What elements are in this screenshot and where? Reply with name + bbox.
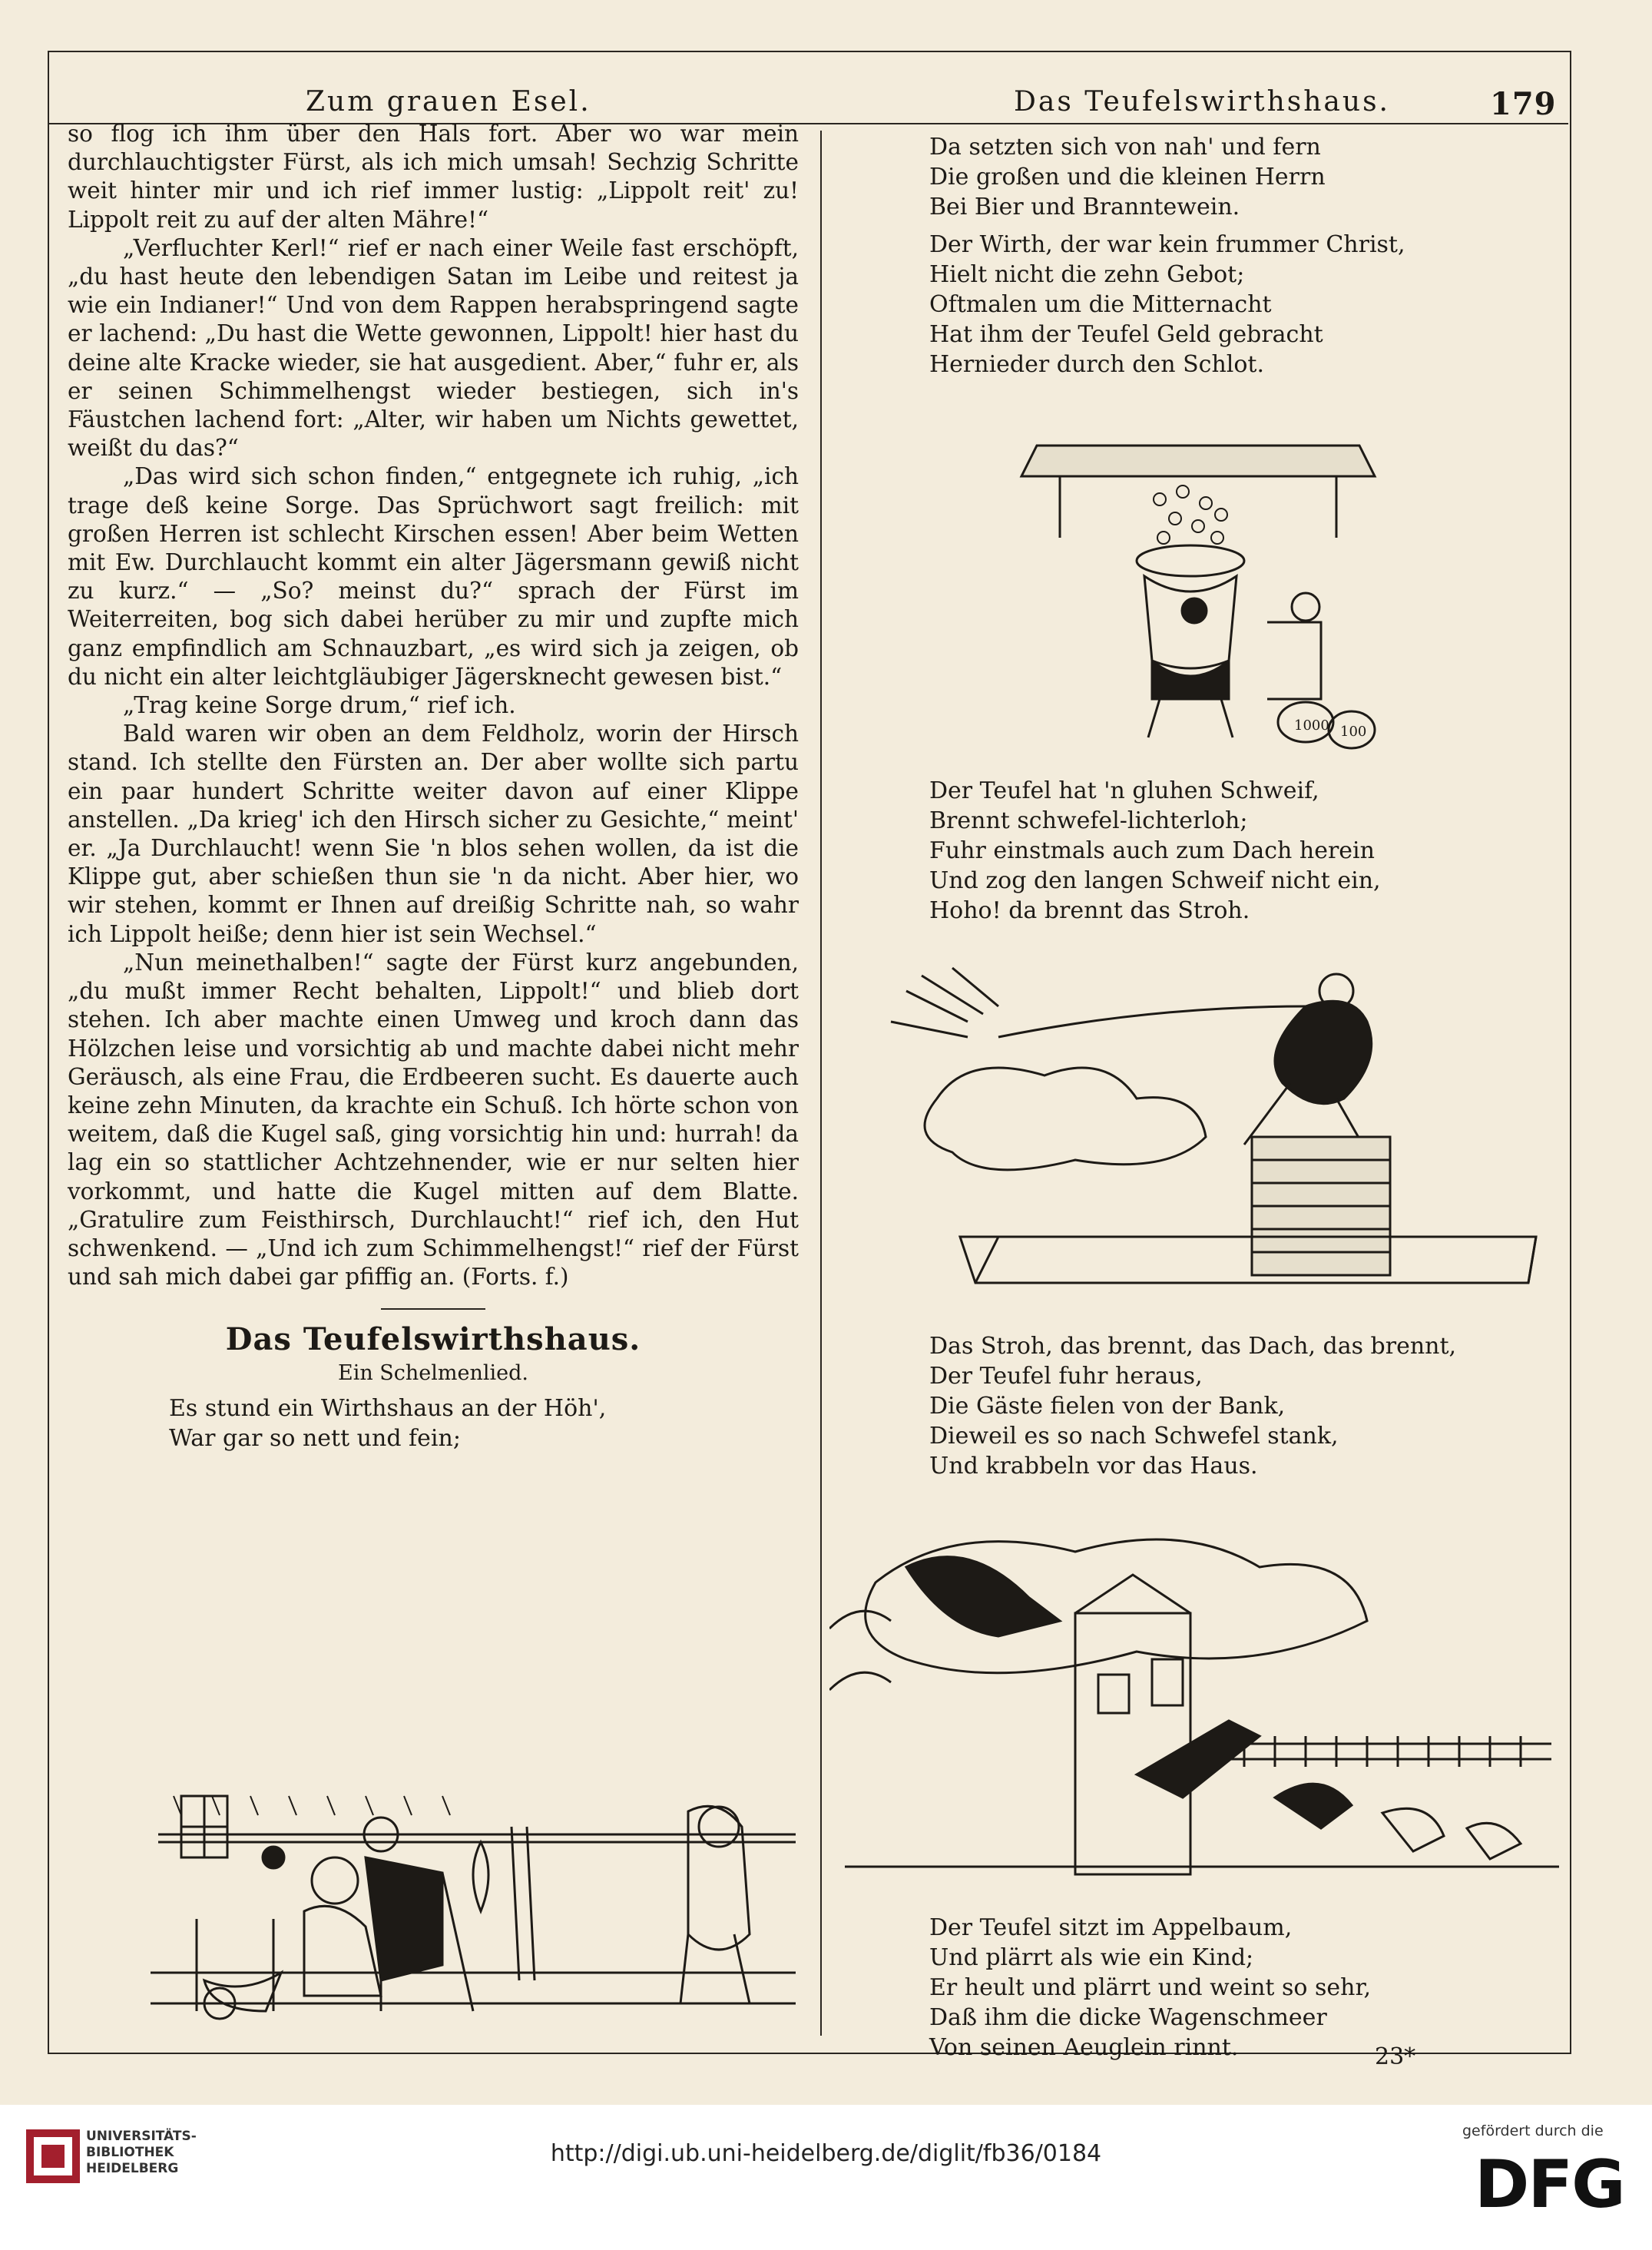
- stanza-5: Das Stroh, das brennt, das Dach, das brennt, Der Teufel fuhr heraus, Die Gäste fielen von der Bank, Dieweil es so nach Schwefel stank, Und krabbeln vor das Haus.: [929, 1333, 1457, 1480]
- right-column-bottom: [929, 1913, 1559, 2063]
- dfg-logo: DFG: [1475, 2146, 1624, 2223]
- stanza-4: Der Teufel hat 'n gluhen Schweif, Brennt schwefel-lichterloh; Fuhr einstmals auch zum Dach herein Und zog den langen Schweif nicht ein, Hoho! da brennt das Stroh.: [929, 777, 1381, 924]
- library-name: UNIVERSITÄTS- BIBLIOTHEK HEIDELBERG: [86, 2129, 197, 2176]
- printer-signature: 23*: [1375, 2043, 1416, 2070]
- devil-on-roof-illustration: [876, 960, 1567, 1306]
- running-header-left: Zum grauen Esel.: [306, 86, 591, 118]
- svg-text:1000: 1000: [1294, 717, 1329, 734]
- source-url-link[interactable]: http://digi.ub.uni-heidelberg.de/diglit/fb36/0184: [550, 2140, 1102, 2167]
- left-column: [68, 120, 799, 1453]
- right-column-lower: [929, 1331, 1559, 1481]
- devil-chimney-illustration: [998, 430, 1398, 768]
- running-header-right: Das Teufelswirthshaus.: [1014, 86, 1390, 118]
- right-column-middle: [929, 776, 1559, 926]
- paragraph-3: „Das wird sich schon finden,“ entgegnete ich ruhig, „ich trage deß keine Sorge. Das Sprüchwort sagt freilich: mit großen Herren ist schlecht Kirschen essen! Aber beim Wetten mit Ew. Durchlaucht kommt ein alter Jägersmann gewiß nicht zu kurz.“ — „So? meinst du?“ sprach der Fürst im Weiterreiten, bog sich dabei herüber zu mir und zupfte mich ganz empfindlich am Schnauzbart, „es wird sich ja zeigen, ob du nicht ein alter leichtgläubiger Jägersknecht gewesen bist.“: [68, 463, 799, 690]
- paragraph-2: „Verfluchter Kerl!“ rief er nach einer Weile fast erschöpft, „du hast heute den lebendigen Satan im Leibe und reitest ja wie ein Indianer!“ Und von dem Rappen herabspringend sagte er lachend: „Du hast die Wette gewonnen, Lippolt! hier hast du deine alte Kracke wieder, sie hat ausgedient. Aber,“ fuhr er, als er seinen Schimmelhengst wieder bestiegen, sich in's Fäustchen lachend fort: „Alter, wir haben um Nichts gewettet, weißt du das?“: [68, 234, 799, 462]
- right-column-top: [929, 132, 1559, 379]
- paragraph-5: Bald waren wir oben an dem Feldholz, worin der Hirsch stand. Ich stellte den Fürsten an. Der aber wollte sich partu ein paar hundert Schritte weiter davon auf einer Klippe anstellen. „Da krieg' ich den Hirsch sicher zu Gesichte,“ meint' er. „Ja Durchlaucht! wenn Sie 'n blos sehen wollen, da ist die Klippe gut, aber schießen thun sie 'n da nicht. Aber hier, wo wir stehen, kommt er Ihnen auf dreißig Schritte nah, so wahr ich Lippolt heiße; denn hier ist sein Wechsel.“: [68, 721, 799, 947]
- stanza-1: Es stund ein Wirthshaus an der Höh', War gar so nett und fein;: [169, 1394, 607, 1452]
- paragraph-4: „Trag keine Sorge drum,“ rief ich.: [123, 692, 516, 719]
- section-separator: [381, 1308, 485, 1310]
- tavern-interior-illustration: [151, 1781, 811, 2034]
- stanza-2: Da setzten sich von nah' und fern Die großen und die kleinen Herrn Bei Bier und Branntewein.: [929, 134, 1326, 220]
- poem-subtitle: Ein Schelmenlied.: [337, 1360, 529, 1385]
- stanza-3: Der Wirth, der war kein frummer Christ, Hielt nicht die zehn Gebot; Oftmalen um die Mitternacht Hat ihm der Teufel Geld gebracht Hernieder durch den Schlot.: [929, 231, 1405, 378]
- column-divider: [820, 131, 822, 2036]
- devil-flees-illustration: [829, 1506, 1567, 1920]
- paragraph-1: so flog ich ihm über den Hals fort. Aber wo war mein durchlauchtigster Fürst, als ich mich umsah! Sechzig Schritte weit hinter mir und ich rief immer lustig: „Lippolt reit' zu! Lippolt reit zu auf der alten Mähre!“: [68, 121, 799, 233]
- page-number: 179: [1490, 86, 1557, 122]
- svg-text:100: 100: [1340, 724, 1367, 740]
- sponsor-caption: gefördert durch die: [1462, 2122, 1604, 2139]
- poem-title: Das Teufelswirthshaus.: [225, 1321, 641, 1358]
- paragraph-6: „Nun meinethalben!“ sagte der Fürst kurz angebunden, „du mußt immer Recht behalten, Lippolt!“ und blieb dort stehen. Ich aber machte einen Umweg und kroch dann das Hölzchen leise und vorsichtig ab und machte dabei nicht mehr Geräusch, als eine Frau, die Erdbeeren sucht. Es dauerte auch keine zehn Minuten, da krachte ein Schuß. Ich hörte schon von weitem, daß die Kugel saß, ging vorsichtig hin und: hurrah! da lag ein so stattlicher Achtzehnender, wie er nur selten hier vorkommt, und hatte die Kugel mitten auf dem Blatte. „Gratulire zum Feisthirsch, Durchlaucht!“ rief ich, den Hut schwenkend. — „Und ich zum Schimmelhengst!“ rief der Fürst und sah mich dabei gar pfiffig an. (Forts. f.): [68, 949, 799, 1291]
- stanza-6: Der Teufel sitzt im Appelbaum, Und plärrt als wie ein Kind; Er heult und plärrt und weint so sehr, Daß ihm die dicke Wagenschmeer Von seinen Aeuglein rinnt.: [929, 1914, 1372, 2061]
